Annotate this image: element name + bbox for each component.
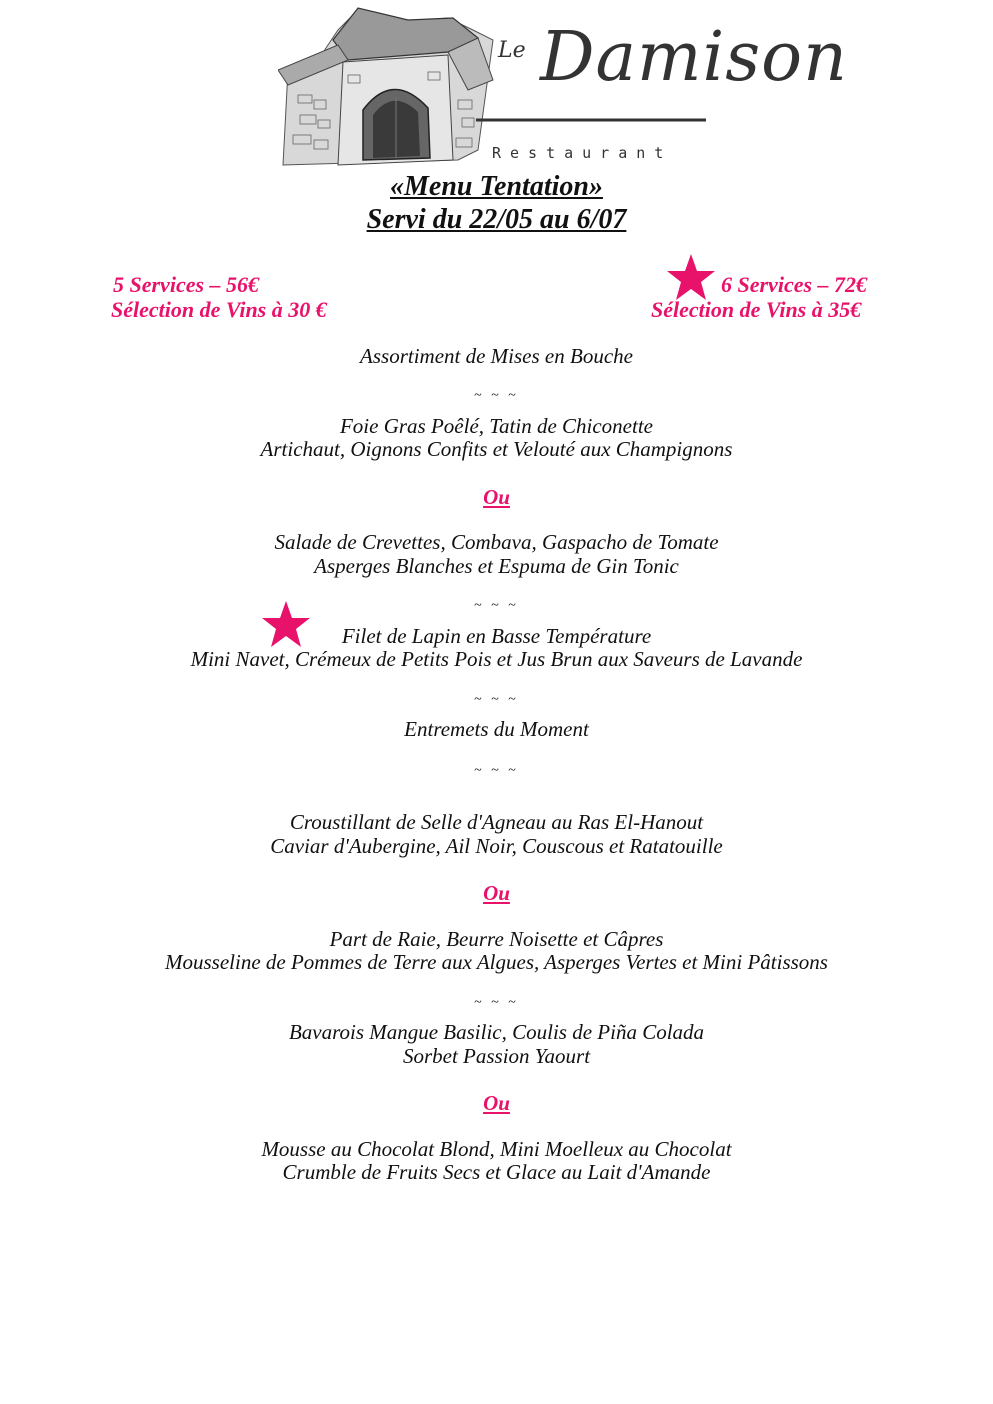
- starter1-line1: Foie Gras Poêlé, Tatin de Chiconette: [339, 414, 653, 438]
- extra-course-line1: Filet de Lapin en Basse Température: [341, 624, 652, 648]
- main2-line1: Part de Raie, Beurre Noisette et Câpres: [329, 927, 664, 951]
- separator: ~ ~ ~: [474, 692, 519, 707]
- offer-right-services: 6 Services – 72€: [721, 272, 868, 297]
- dessert2-line2: Crumble de Fruits Secs et Glace au Lait d'Amande: [282, 1160, 711, 1184]
- logo-subtitle-text: Restaurant: [492, 144, 673, 162]
- dessert1-line2: Sorbet Passion Yaourt: [402, 1044, 591, 1068]
- course-entremets: Entremets du Moment: [404, 717, 589, 741]
- dessert2-line1: Mousse au Chocolat Blond, Mini Moelleux au Chocolat: [261, 1137, 732, 1161]
- offer-left-wines: Sélection de Vins à 30 €: [111, 297, 327, 322]
- starter1-line2: Artichaut, Oignons Confits et Velouté aux Champignons: [260, 437, 733, 461]
- dessert1-line1: Bavarois Mangue Basilic, Coulis de Piña Colada: [288, 1020, 705, 1044]
- starter2-line1: Salade de Crevettes, Combava, Gaspacho de Tomate: [274, 530, 719, 554]
- separator: ~ ~ ~: [474, 388, 519, 403]
- or-label: Ou: [483, 881, 510, 905]
- offer-left-services: 5 Services – 56€: [113, 272, 260, 297]
- separator: ~ ~ ~: [474, 763, 519, 778]
- or-label: Ou: [483, 1091, 510, 1115]
- menu-dates: Servi du 22/05 au 6/07: [366, 204, 627, 235]
- or-label: Ou: [483, 485, 510, 509]
- star-icon: [666, 253, 716, 301]
- extra-course-line2: Mini Navet, Crémeux de Petits Pois et Jus Brun aux Saveurs de Lavande: [190, 647, 803, 671]
- main2-line2: Mousseline de Pommes de Terre aux Algues, Asperges Vertes et Mini Pâtissons: [165, 950, 828, 974]
- main1-line1: Croustillant de Selle d'Agneau au Ras El-Hanout: [289, 810, 704, 834]
- separator: ~ ~ ~: [474, 995, 519, 1010]
- logo-le-text: Le: [498, 38, 526, 63]
- menu-title: «Menu Tentation»: [390, 171, 603, 202]
- offer-right-wines: Sélection de Vins à 35€: [651, 297, 862, 322]
- starter2-line2: Asperges Blanches et Espuma de Gin Tonic: [314, 554, 679, 578]
- main1-line2: Caviar d'Aubergine, Ail Noir, Couscous et Ratatouille: [270, 834, 723, 858]
- course-amuse: Assortiment de Mises en Bouche: [360, 344, 633, 368]
- separator: ~ ~ ~: [474, 598, 519, 613]
- logo-name-text: Damison: [540, 18, 848, 97]
